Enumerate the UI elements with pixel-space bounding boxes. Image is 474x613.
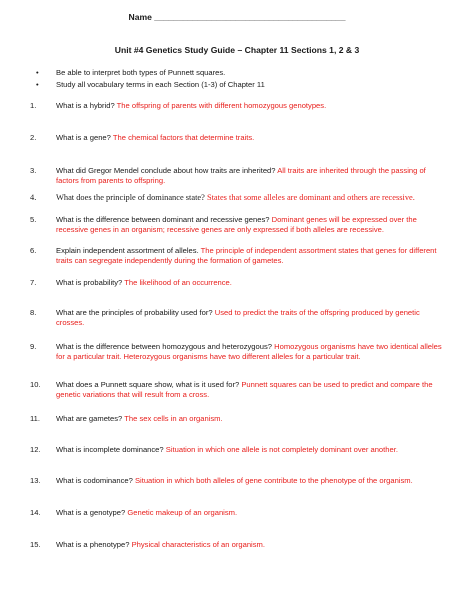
bullet-text: Be able to interpret both types of Punnett squares. <box>56 68 226 77</box>
answer-text: Genetic makeup of an organism. <box>127 508 238 517</box>
question-12 <box>30 445 450 455</box>
question-text: Explain independent assortment of alleles. <box>56 246 199 255</box>
question-text: What are gametes? <box>56 414 123 423</box>
answer-text: Homozygous organisms have two identical alleles for a particular trait. Heterozygous organisms have two different alleles for a particular trait. <box>56 342 442 362</box>
question-number: 11. <box>30 414 40 423</box>
question-text: What does the principle of dominance state? <box>56 193 205 202</box>
question-number: 8. <box>30 308 37 317</box>
question-number: 12. <box>30 445 41 454</box>
page-title: Unit #4 Genetics Study Guide – Chapter 11 Sections 1, 2 & 3 <box>114 45 360 55</box>
question-text: What did Gregor Mendel conclude about how traits are inherited? <box>56 166 276 175</box>
question-text: What does a Punnett square show, what is it used for? <box>56 380 240 389</box>
question-number: 15. <box>30 540 41 549</box>
answer-text: Dominant genes will be expressed over the recessive genes in an organism; recessive genes are only expressed if both alleles are recessive. <box>56 215 417 235</box>
question-number: 9. <box>30 342 37 351</box>
answer-text: Used to predict the traits of the offspring produced by genetic crosses. <box>56 308 420 328</box>
bullet-item <box>30 68 450 80</box>
bullet-marker: • <box>36 80 39 89</box>
question-9 <box>30 342 450 362</box>
answer-text: The offspring of parents with different homozygous genotypes. <box>116 101 327 110</box>
bullet-text: Study all vocabulary terms in each Section (1-3) of Chapter 11 <box>56 80 265 89</box>
answer-text: Physical characteristics of an organism. <box>131 540 265 549</box>
bullet-item <box>30 80 450 92</box>
question-3 <box>30 166 450 186</box>
question-text: What is a genotype? <box>56 508 126 517</box>
instruction-bullets <box>30 68 450 92</box>
question-text: What is a phenotype? <box>56 540 130 549</box>
answer-text: The sex cells in an organism. <box>124 414 223 423</box>
question-number: 6. <box>30 246 37 255</box>
question-number: 7. <box>30 278 37 287</box>
answer-text: Situation in which one allele is not completely dominant over another. <box>165 445 398 454</box>
bullet-marker: • <box>36 68 39 77</box>
name-line: Name ________________________________________ <box>128 12 346 22</box>
question-13 <box>30 476 450 486</box>
question-number: 13. <box>30 476 41 485</box>
question-text: What is a gene? <box>56 133 111 142</box>
question-number: 1. <box>30 101 37 110</box>
question-15 <box>30 540 450 550</box>
question-14 <box>30 508 450 518</box>
question-10 <box>30 380 450 400</box>
question-number: 14. <box>30 508 41 517</box>
answer-text: Punnett squares can be used to predict and compare the genetic variations that will result from a cross. <box>56 380 433 400</box>
question-2 <box>30 133 450 143</box>
question-1 <box>30 101 450 111</box>
question-text: What are the principles of probability used for? <box>56 308 213 317</box>
question-number: 5. <box>30 215 37 224</box>
answer-text: The chemical factors that determine traits. <box>112 133 255 142</box>
question-8 <box>30 308 450 328</box>
question-7 <box>30 278 450 288</box>
question-text: What is the difference between homozygous and heterozygous? <box>56 342 272 351</box>
question-text: What is probability? <box>56 278 123 287</box>
answer-text: All traits are inherited through the passing of factors from parents to offspring. <box>56 166 426 186</box>
question-number: 2. <box>30 133 37 142</box>
answer-text: The likelihood of an occurrence. <box>124 278 232 287</box>
question-5 <box>30 215 450 235</box>
answer-text: States that some alleles are dominant and others are recessive. <box>206 193 415 202</box>
question-4 <box>30 193 450 203</box>
answer-text: Situation in which both alleles of gene contribute to the phenotype of the organism. <box>134 476 413 485</box>
question-number: 10. <box>30 380 41 389</box>
answer-text: The principle of independent assortment states that genes for different traits can segregate independently during the formation of gametes. <box>56 246 437 266</box>
question-text: What is the difference between dominant and recessive genes? <box>56 215 270 224</box>
question-11 <box>30 414 450 424</box>
question-number: 3. <box>30 166 37 175</box>
question-text: What is incomplete dominance? <box>56 445 164 454</box>
question-number: 4. <box>30 193 37 202</box>
question-6 <box>30 246 450 266</box>
question-text: What is codominance? <box>56 476 133 485</box>
question-text: What is a hybrid? <box>56 101 115 110</box>
